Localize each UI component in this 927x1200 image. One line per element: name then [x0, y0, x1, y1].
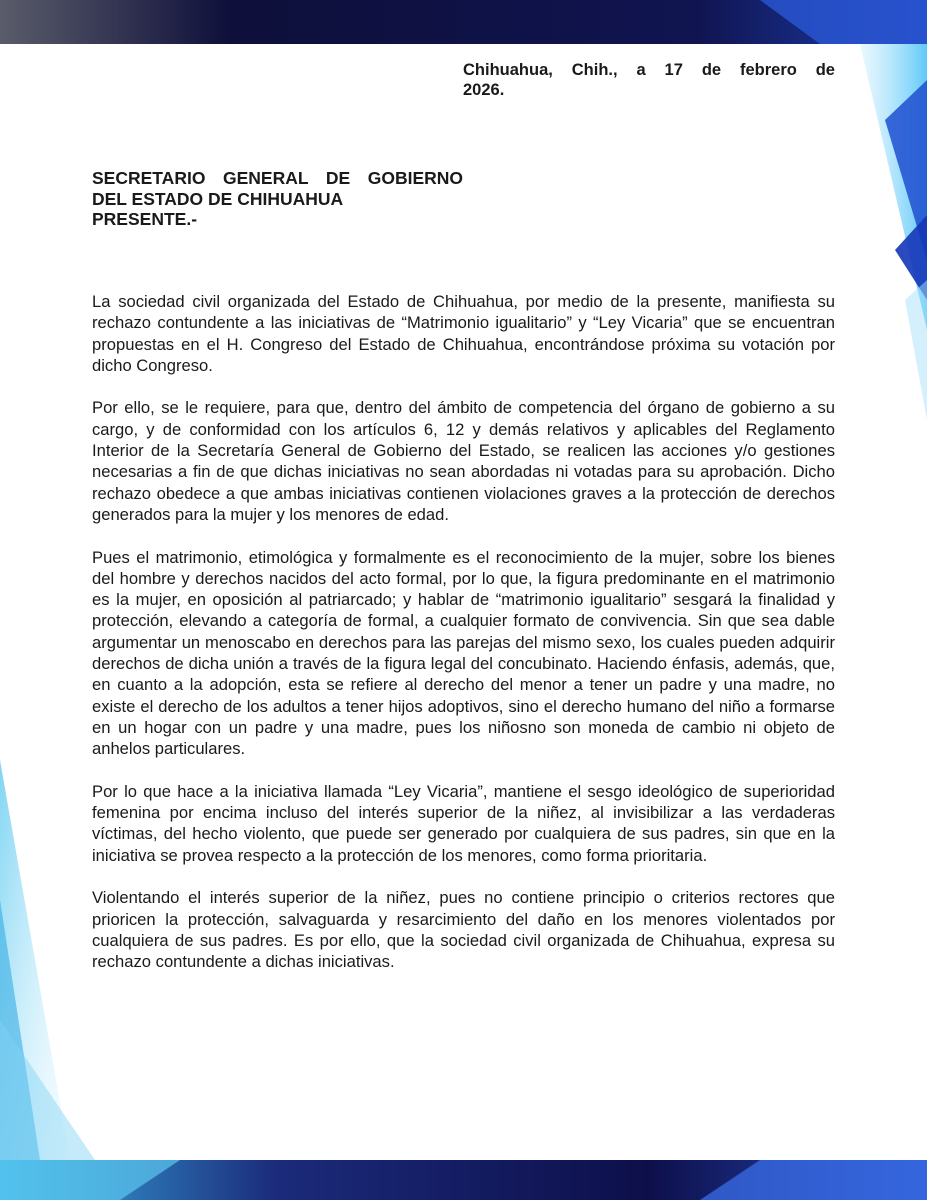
recipient-block	[92, 168, 472, 230]
date-year: 2026.	[463, 81, 505, 99]
recipient-line-2: DEL ESTADO DE CHIHUAHUA	[92, 188, 344, 209]
body-paragraph-3: Pues el matrimonio, etimológica y formalmente es el reconocimiento de la mujer, sobre los bienes del hombre y derechos nacidos del acto formal, por lo que, la figura predominante en el matrimonio es la mujer, en oposición al patriarcado; y hablar de “matrimonio igualitario” sesgará la finalidad y protección, elevando a categoría de formal, a cualquier formato de convivencia. Sin que sea dable argumentar un menoscabo en derechos para las parejas del mismo sexo, los cuales pueden adquirir derechos de dicha unión a través de la figura legal del concubinato. Haciendo énfasis, además, que, en cuanto a la adopción, esta se refiere al derecho del menor a tener un padre y una madre, no existe el derecho de los adultos a tener hijos adoptivos, sino el derecho humano del niño a formarse en un hogar con un padre y una madre, pues los niñosno son moneda de cambio ni objeto de anhelos particulares.	[92, 547, 835, 759]
date-line: Chihuahua, Chih., a 17 de febrero de	[463, 61, 835, 79]
body-paragraph-4: Por lo que hace a la iniciativa llamada “Ley Vicaria”, mantiene el sesgo ideológico de superioridad femenina por encima incluso del interés superior de la niñez, al invisibilizar a las verdaderas víctimas, del hecho violento, que puede ser generado por cualquiera de sus padres, sin que en la iniciativa se provea respecto a la protección de los menores, como forma prioritaria.	[92, 781, 835, 865]
body-paragraph-1: La sociedad civil organizada del Estado de Chihuahua, por medio de la presente, manifiesta su rechazo contundente a las iniciativas de “Matrimonio igualitario” y “Ley Vicaria” que se encuentran propuestas en el H. Congreso del Estado de Chihuahua, encontrándose próxima su votación por dicho Congreso.	[92, 292, 835, 375]
letter-body	[92, 291, 835, 994]
recipient-line-1: SECRETARIO GENERAL DE GOBIERNO	[92, 168, 463, 188]
body-paragraph-5: Violentando el interés superior de la niñez, pues no contiene principio o criterios rectores que prioricen la protección, salvaguarda y resarcimiento del daño en los menores violentados por cualquiera de sus padres. Es por ello, que la sociedad civil organizada de Chihuahua, expresa su rechazo contundente a dichas iniciativas.	[92, 888, 835, 972]
body-paragraph-2: Por ello, se le requiere, para que, dentro del ámbito de competencia del órgano de gobierno a su cargo, y de conformidad con los artículos 6, 12 y demás relativos y aplicables del Reglamento Interior de la Secretaría General de Gobierno del Estado, se realicen las acciones y/o gestiones necesarias a fin de que dichas iniciativas no sean abordadas ni votadas para su aprobación. Dicho rechazo obedece a que ambas iniciativas contienen violaciones graves a la protección de derechos generados para la mujer y los menores de edad.	[92, 398, 835, 524]
recipient-line-3: PRESENTE.-	[92, 209, 198, 229]
